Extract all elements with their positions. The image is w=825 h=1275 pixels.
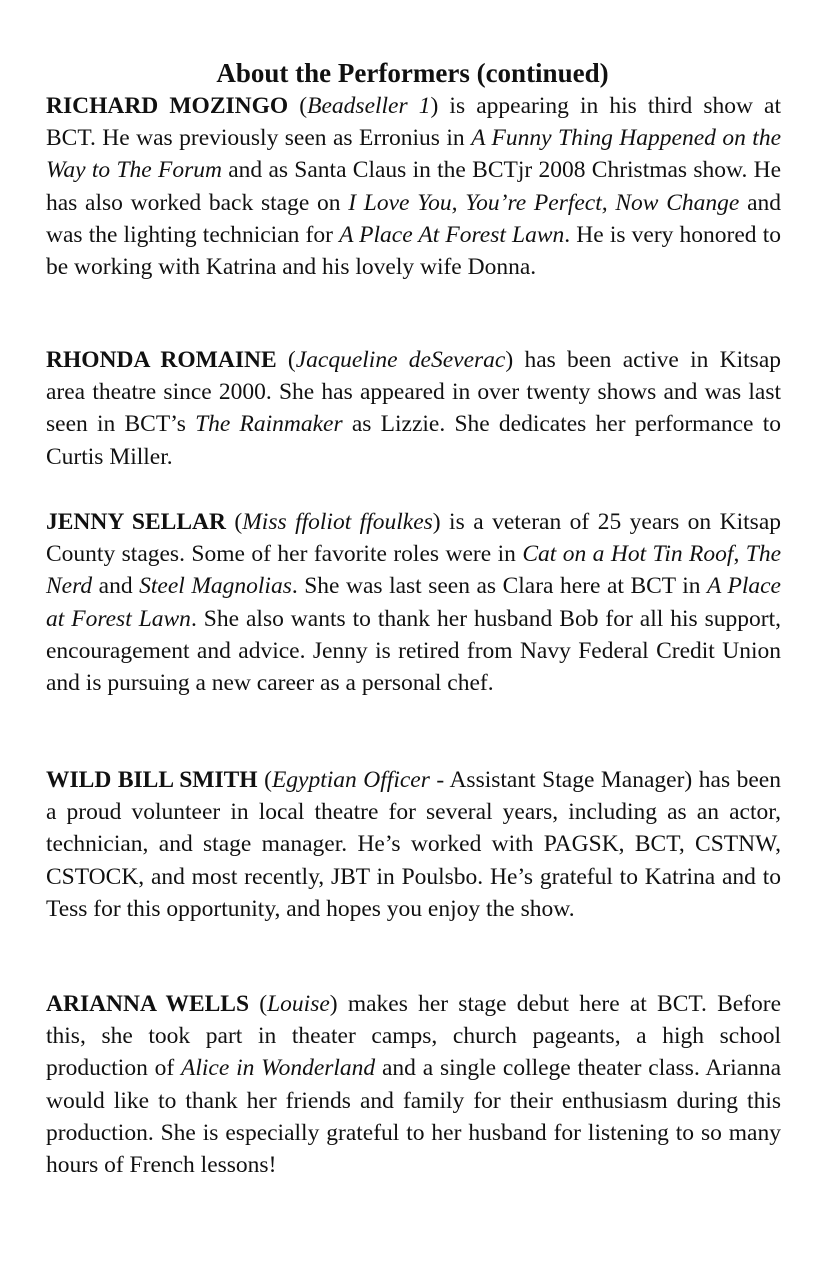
italic-title: A Place at Forest Lawn: [46, 573, 781, 632]
bio-text: - Assistant Stage Manager) has been a proud volunteer in local theatre for several years, including as an actor, technician, and stage manager. He’s worked with PAGSK, BCT, CSTNW, CSTOCK, and most recently, JBT in Poulsbo. He’s grateful to Katrina and to Tess for this opportunity, and hopes you enjoy the show.: [46, 767, 781, 922]
bio-text: as Lizzie. She dedicates her performance to Curtis Miller.: [46, 411, 781, 470]
bio-text: ) is appearing in his third show at BCT. He was previously seen as Erronius in: [46, 93, 782, 152]
performer-name: JENNY SELLAR: [46, 509, 226, 535]
bio-text: (: [276, 347, 296, 373]
bio-text: (: [257, 767, 272, 793]
italic-title: A Funny Thing Happened on the Way to The Forum: [46, 125, 781, 184]
italic-title: Alice in Wonderland: [181, 1055, 376, 1082]
bio-text: . She was last seen as Clara here at BCT in: [291, 573, 708, 600]
bio-text: and was the lighting technician for: [46, 189, 781, 248]
bio-text: ) makes her stage debut here at BCT. Before this, she took part in theater camps, church pageants, a high school production of: [46, 991, 782, 1082]
italic-title: I Love You, You’re Perfect, Now Change: [348, 189, 740, 216]
bio-text: ) is a veteran of 25 years on Kitsap County stages. Some of her favorite roles were in: [46, 509, 781, 568]
bio-text: and as Santa Claus in the BCTjr 2008 Christmas show. He has also worked back stage on: [46, 157, 782, 216]
italic-title: Steel Magnolias: [139, 573, 292, 600]
performer-bio-rhonda-romaine: [46, 344, 781, 473]
italic-title: Louise: [267, 991, 330, 1017]
bio-text: (: [249, 991, 268, 1017]
performer-bio-richard-mozingo: [46, 90, 781, 283]
performer-bio-jenny-sellar: [46, 506, 781, 699]
bio-text: . He is very honored to be working with Katrina and his lovely wife Donna.: [46, 221, 781, 281]
performer-bio-wild-bill-smith: [46, 764, 781, 925]
bio-text: and a single college theater class. Arianna would like to thank her friends and family for their enthusiasm during this production. She is especially grateful to her husband for listening to so many hours of French lessons!: [46, 1055, 782, 1179]
italic-title: Cat on a Hot Tin Roof: [522, 541, 734, 568]
performer-name: WILD BILL SMITH: [46, 767, 258, 793]
performer-name: RHONDA ROMAINE: [46, 347, 277, 373]
italic-title: The Rainmaker: [195, 411, 343, 438]
italic-title: Miss ffoliot ffoulkes: [242, 509, 433, 535]
italic-title: Beadseller 1: [307, 93, 431, 119]
bio-text: . She also wants to thank her husband Bob for all his support, encouragement and advice. Jenny is retired from Navy Federal Credit Union and is pursuing a new career as a personal chef.: [46, 605, 781, 697]
bio-text: ,: [733, 541, 746, 568]
italic-title: Jacqueline deSeverac: [295, 347, 506, 373]
performer-name: ARIANNA WELLS: [46, 991, 250, 1017]
italic-title: The Nerd: [46, 541, 782, 600]
bio-text: (: [225, 509, 243, 535]
performer-bio-arianna-wells: [46, 988, 781, 1181]
bio-text: ) has been active in Kitsap area theatre since 2000. She has appeared in over twenty shows and was last seen in BCT’s: [46, 347, 781, 438]
bio-text: and: [92, 573, 140, 600]
page-title: About the Performers (continued): [216, 58, 609, 89]
bio-text: (: [288, 93, 308, 119]
italic-title: Egyptian Officer: [271, 767, 430, 793]
performer-name: RICHARD MOZINGO: [46, 93, 289, 119]
italic-title: A Place At Forest Lawn: [339, 221, 565, 248]
